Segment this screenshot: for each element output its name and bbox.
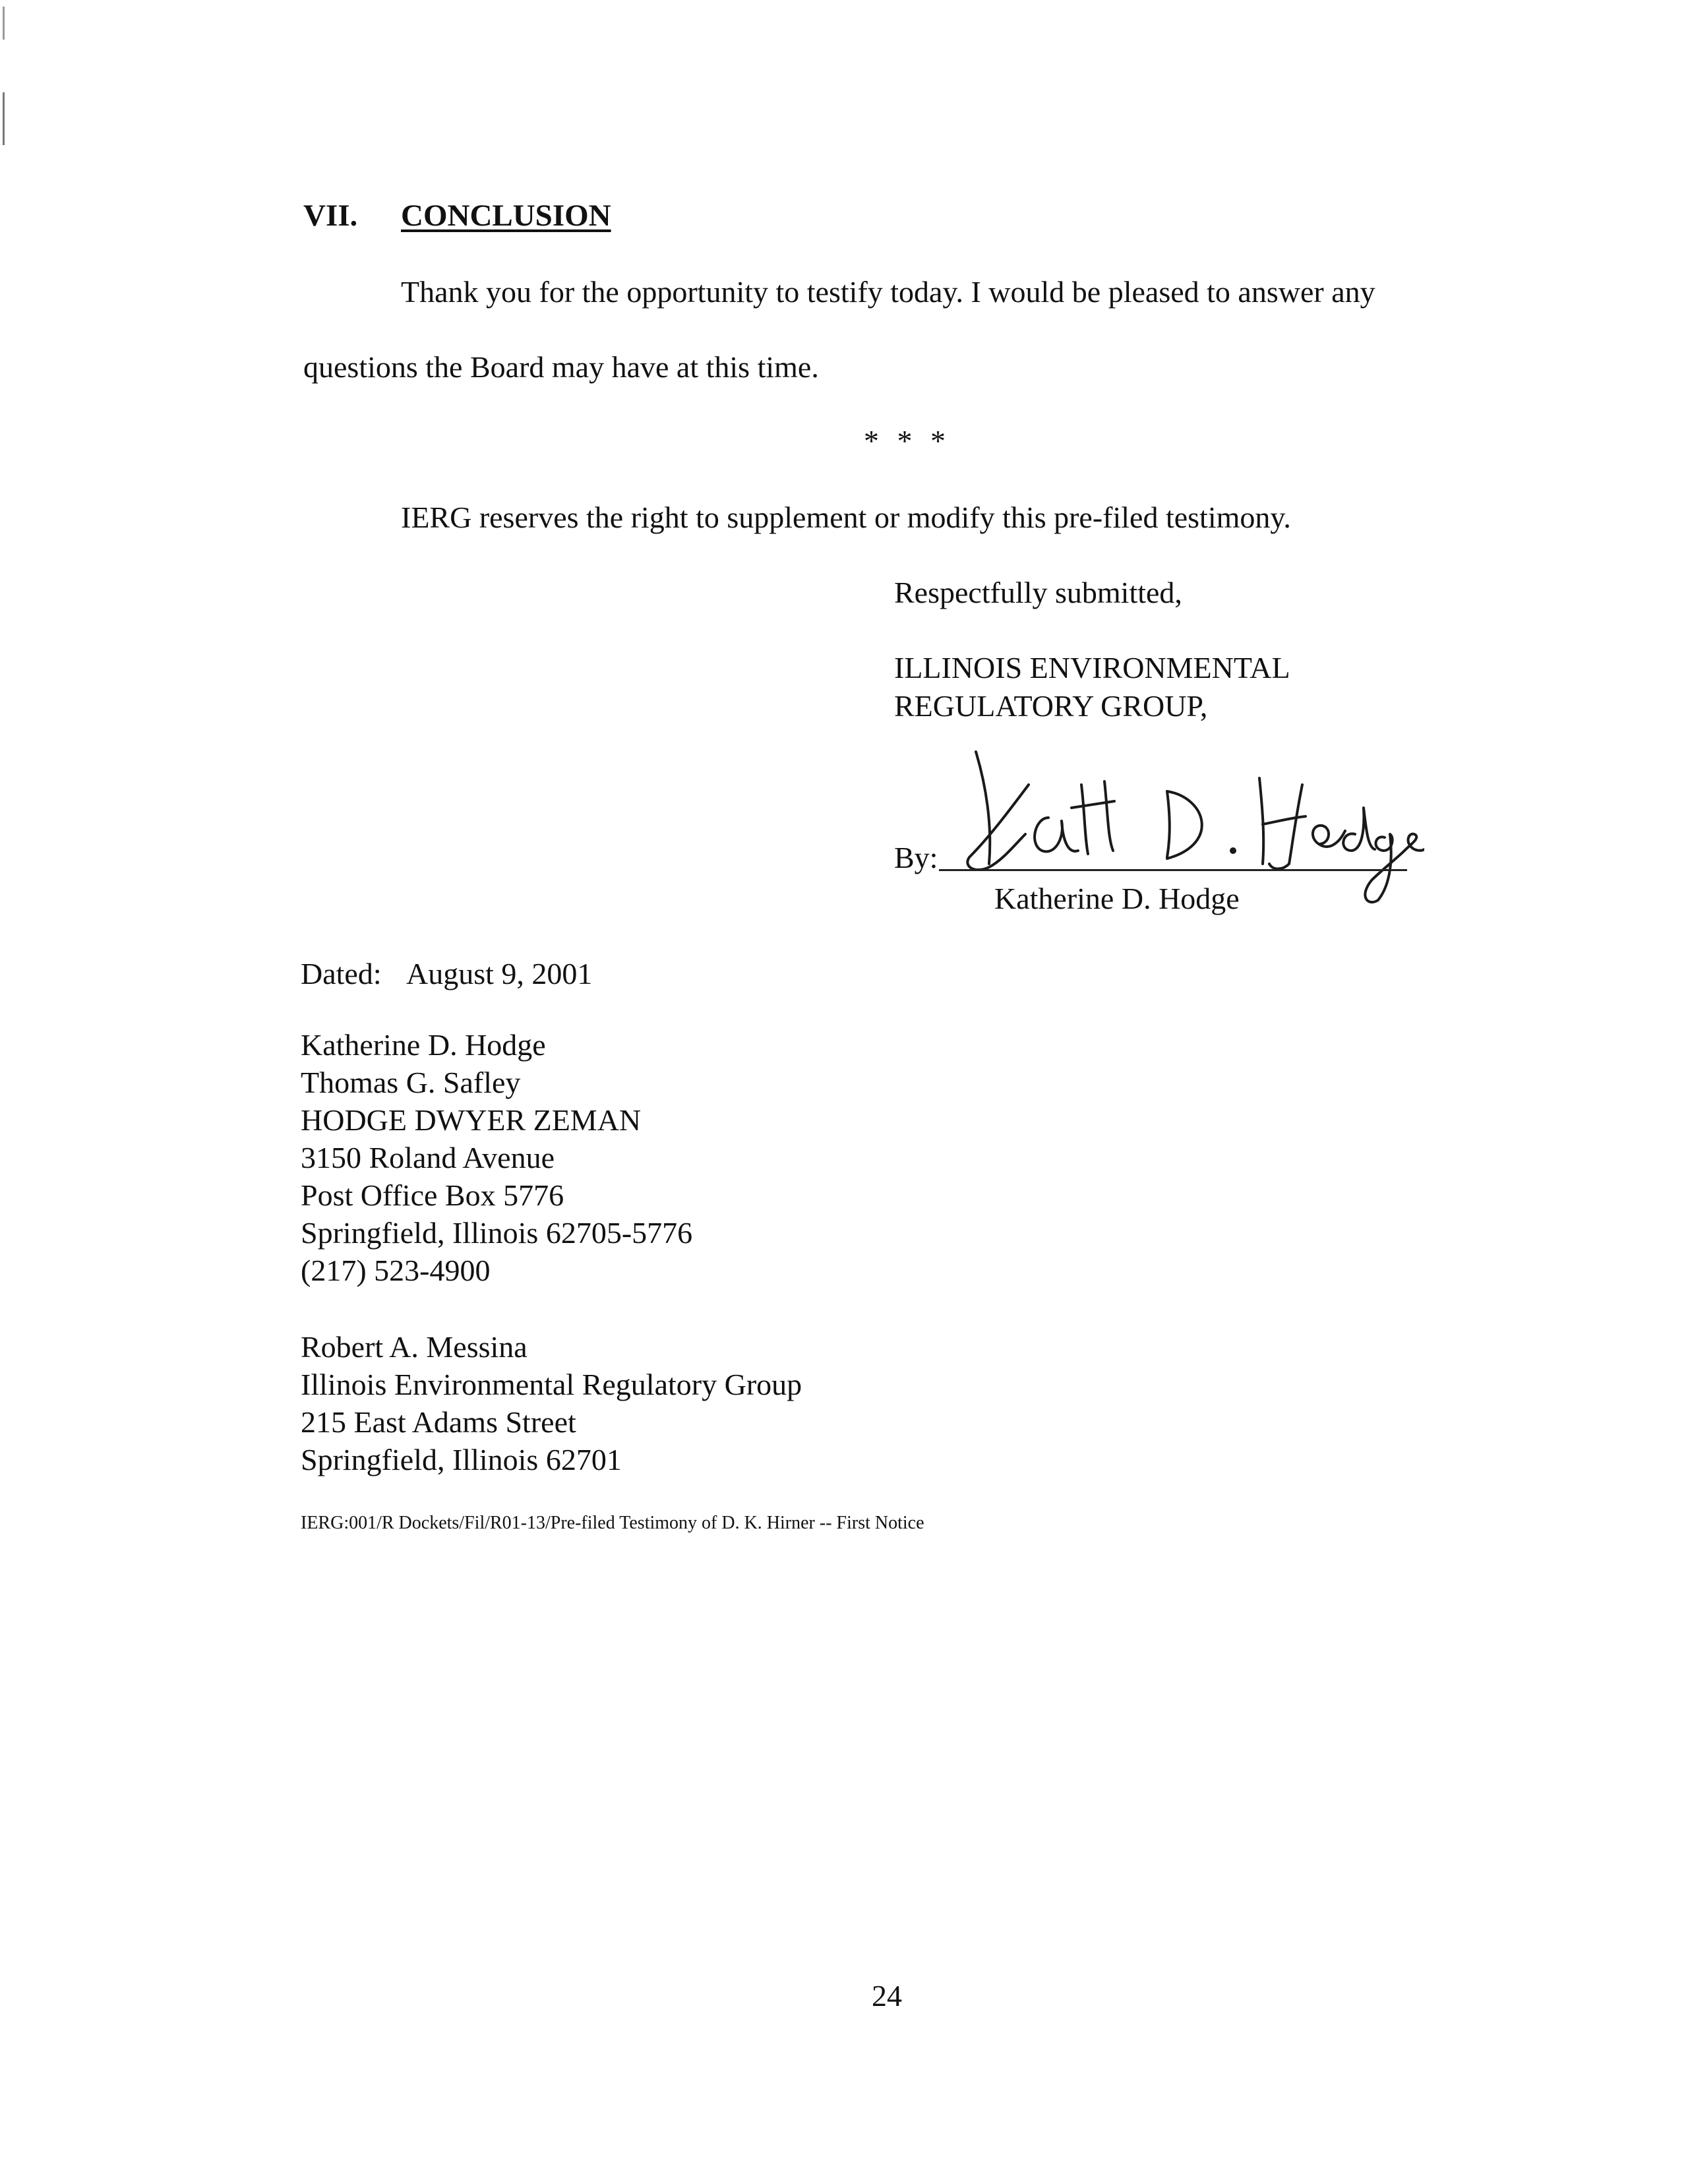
organization-line-2: REGULATORY GROUP, <box>894 689 1208 723</box>
file-reference: IERG:001/R Dockets/Fil/R01-13/Pre-filed Testimony of D. K. Hirner -- First Notice <box>301 1513 924 1533</box>
organization-line-1: ILLINOIS ENVIRONMENTAL <box>894 651 1290 684</box>
paragraph-line-2: questions the Board may have at this time. <box>303 350 819 384</box>
by-label: By: <box>894 841 938 874</box>
dated-label: Dated: <box>301 957 382 990</box>
counsel-line: Thomas G. Safley <box>301 1066 521 1099</box>
scan-edge-mark <box>3 7 5 40</box>
counsel-line: Illinois Environmental Regulatory Group <box>301 1368 802 1401</box>
counsel-line: Springfield, Illinois 62705-5776 <box>301 1216 693 1250</box>
closing-salutation: Respectfully submitted, <box>894 576 1182 609</box>
counsel-line: Post Office Box 5776 <box>301 1178 564 1212</box>
scan-edge-mark <box>3 92 5 145</box>
counsel-line: Robert A. Messina <box>301 1330 528 1364</box>
counsel-line: (217) 523-4900 <box>301 1254 491 1287</box>
page-number: 24 <box>872 1979 902 2013</box>
counsel-line: 3150 Roland Avenue <box>301 1141 555 1174</box>
asterisk-separator: * * * <box>864 424 951 458</box>
signature-line <box>939 869 1407 871</box>
counsel-address-block-2 <box>301 1328 802 1478</box>
counsel-line: 215 East Adams Street <box>301 1405 576 1439</box>
counsel-line: Springfield, Illinois 62701 <box>301 1443 622 1476</box>
section-number: VII. <box>303 198 358 233</box>
signatory-name: Katherine D. Hodge <box>994 882 1240 915</box>
counsel-line: Katherine D. Hodge <box>301 1028 546 1062</box>
counsel-line: HODGE DWYER ZEMAN <box>301 1103 642 1137</box>
counsel-address-block-1 <box>301 1026 692 1289</box>
reservation-statement: IERG reserves the right to supplement or modify this pre-filed testimony. <box>401 501 1291 534</box>
dated-value: August 9, 2001 <box>406 957 593 990</box>
section-title: CONCLUSION <box>401 198 611 233</box>
paragraph-line-1: Thank you for the opportunity to testify today. I would be pleased to answer any <box>401 275 1375 309</box>
